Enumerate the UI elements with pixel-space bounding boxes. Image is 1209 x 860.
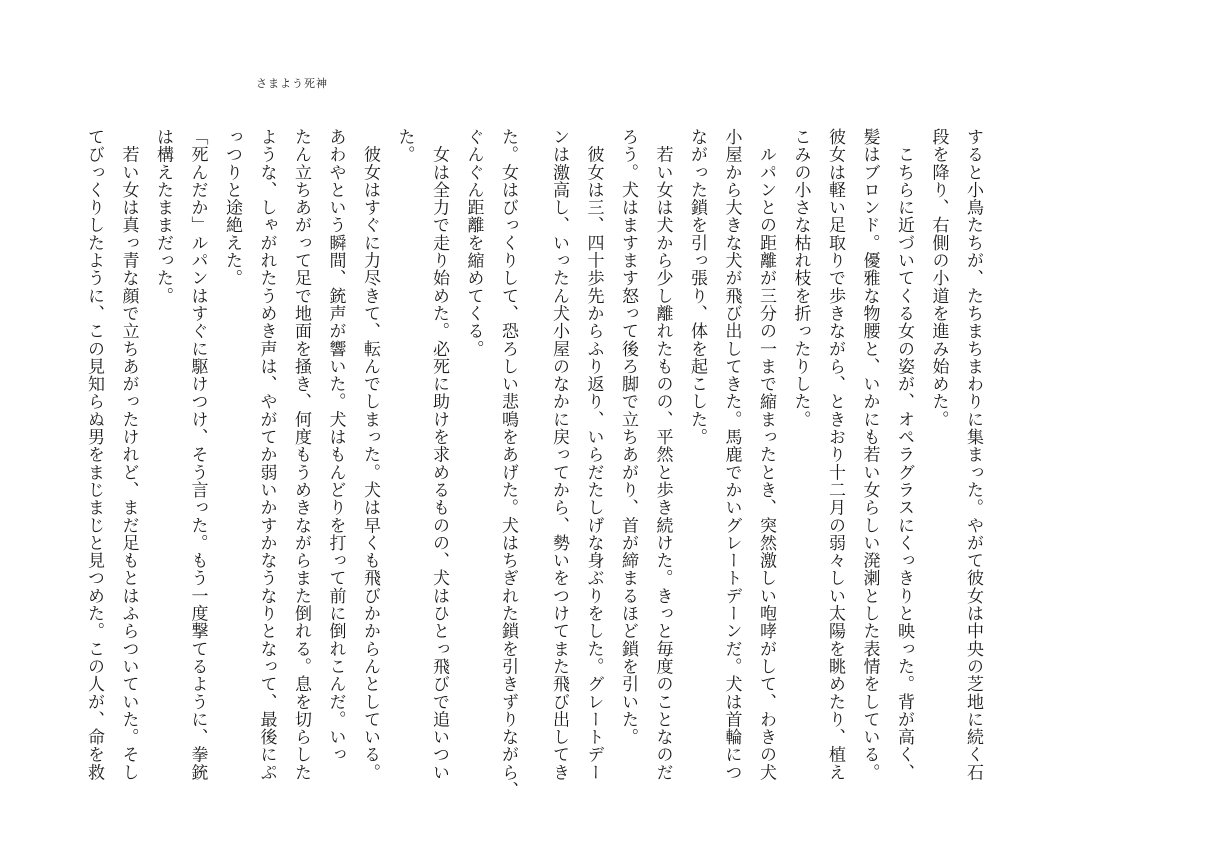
- text-line: ような、しゃがれたうめき声は、やがてか弱いかすかなうなりとなって、最後にぷ: [256, 128, 277, 782]
- text-line: は構えたままだった。: [153, 128, 173, 305]
- text-line: ろう。犬はますます怒って後ろ脚で立ちあがり、首が締まるほど鎖を引いた。: [618, 128, 638, 746]
- text-line: 若い女は真っ青な顔で立ちあがったけれど、まだ足もとはふらついていた。そし: [118, 128, 139, 782]
- text-line: た。女はびっくりして、恐ろしい悲鳴をあげた。犬はちぎれた鎖を引きずりながら、: [498, 128, 518, 799]
- text-line: 彼女はすぐに力尽きて、転んでしまった。犬は早くも飛びかからんとしている。: [360, 128, 380, 782]
- text-line: 彼女は軽い足取りで歩きながら、ときおり十二月の弱々しい太陽を眺めたり、植え: [825, 128, 845, 782]
- text-line: っつりと途絶えた。: [222, 128, 242, 287]
- right-page-text: [542, 128, 991, 788]
- text-line: 若い女は犬から少し離れたものの、平然と歩き続けた。きっと毎度のことなのだ: [652, 128, 673, 782]
- text-line: こちらに近づいてくる女の姿が、オペラグラスにくっきりと映った。背が高く、: [894, 128, 914, 782]
- text-line: すると小鳥たちが、たちまちまわりに集まった。やがて彼女は中央の芝地に続く石: [963, 128, 983, 782]
- text-line: こみの小さな枯れ枝を折ったりした。: [790, 128, 811, 429]
- text-line: 髪はブロンド。優雅な物腰と、いかにも若い女らしい溌溂とした表情をしている。: [859, 128, 880, 782]
- text-line: 段を降り、右側の小道を進み始めた。: [928, 128, 949, 429]
- text-line: 小屋から大きな犬が飛び出してきた。馬鹿でかいグレートデーンだ。犬は首輪につ: [721, 128, 742, 782]
- running-head: さまよう死神: [256, 77, 328, 90]
- text-line: 彼女は三、四十歩先からふり返り、いらだたしげな身ぶりをした。グレートデー: [583, 128, 604, 782]
- text-line: てびっくりしたように、この見知らぬ男をまじまじと見つめた。この人が、命を救: [84, 128, 104, 782]
- text-line: た。: [394, 128, 415, 164]
- text-line: あわやという瞬間、銃声が響いた。犬はもんどりを打って前に倒れこんだ。いっ: [325, 128, 346, 764]
- text-line: 「死んだか」ルパンはすぐに駆けつけ、そう言った。もう一度撃てるように、拳銃: [187, 128, 208, 782]
- text-line: ぐんぐん距離を縮めてくる。: [463, 128, 484, 358]
- text-line: 女は全力で走り始めた。必死に助けを求めるものの、犬はひとっ飛びで追いつい: [429, 128, 449, 782]
- text-line: ながった鎖を引っ張り、体を起こした。: [687, 128, 707, 446]
- text-line: たん立ちあがって足で地面を掻き、何度もうめきながらまた倒れる。息を切らした: [291, 128, 311, 782]
- text-line: ルパンとの距離が三分の一まで縮まったとき、突然激しい咆哮がして、わきの犬: [756, 128, 776, 782]
- left-page-text: [77, 128, 526, 799]
- text-line: ンは激高し、いったん犬小屋のなかに戻ってから、勢いをつけてまた飛び出してき: [549, 128, 569, 782]
